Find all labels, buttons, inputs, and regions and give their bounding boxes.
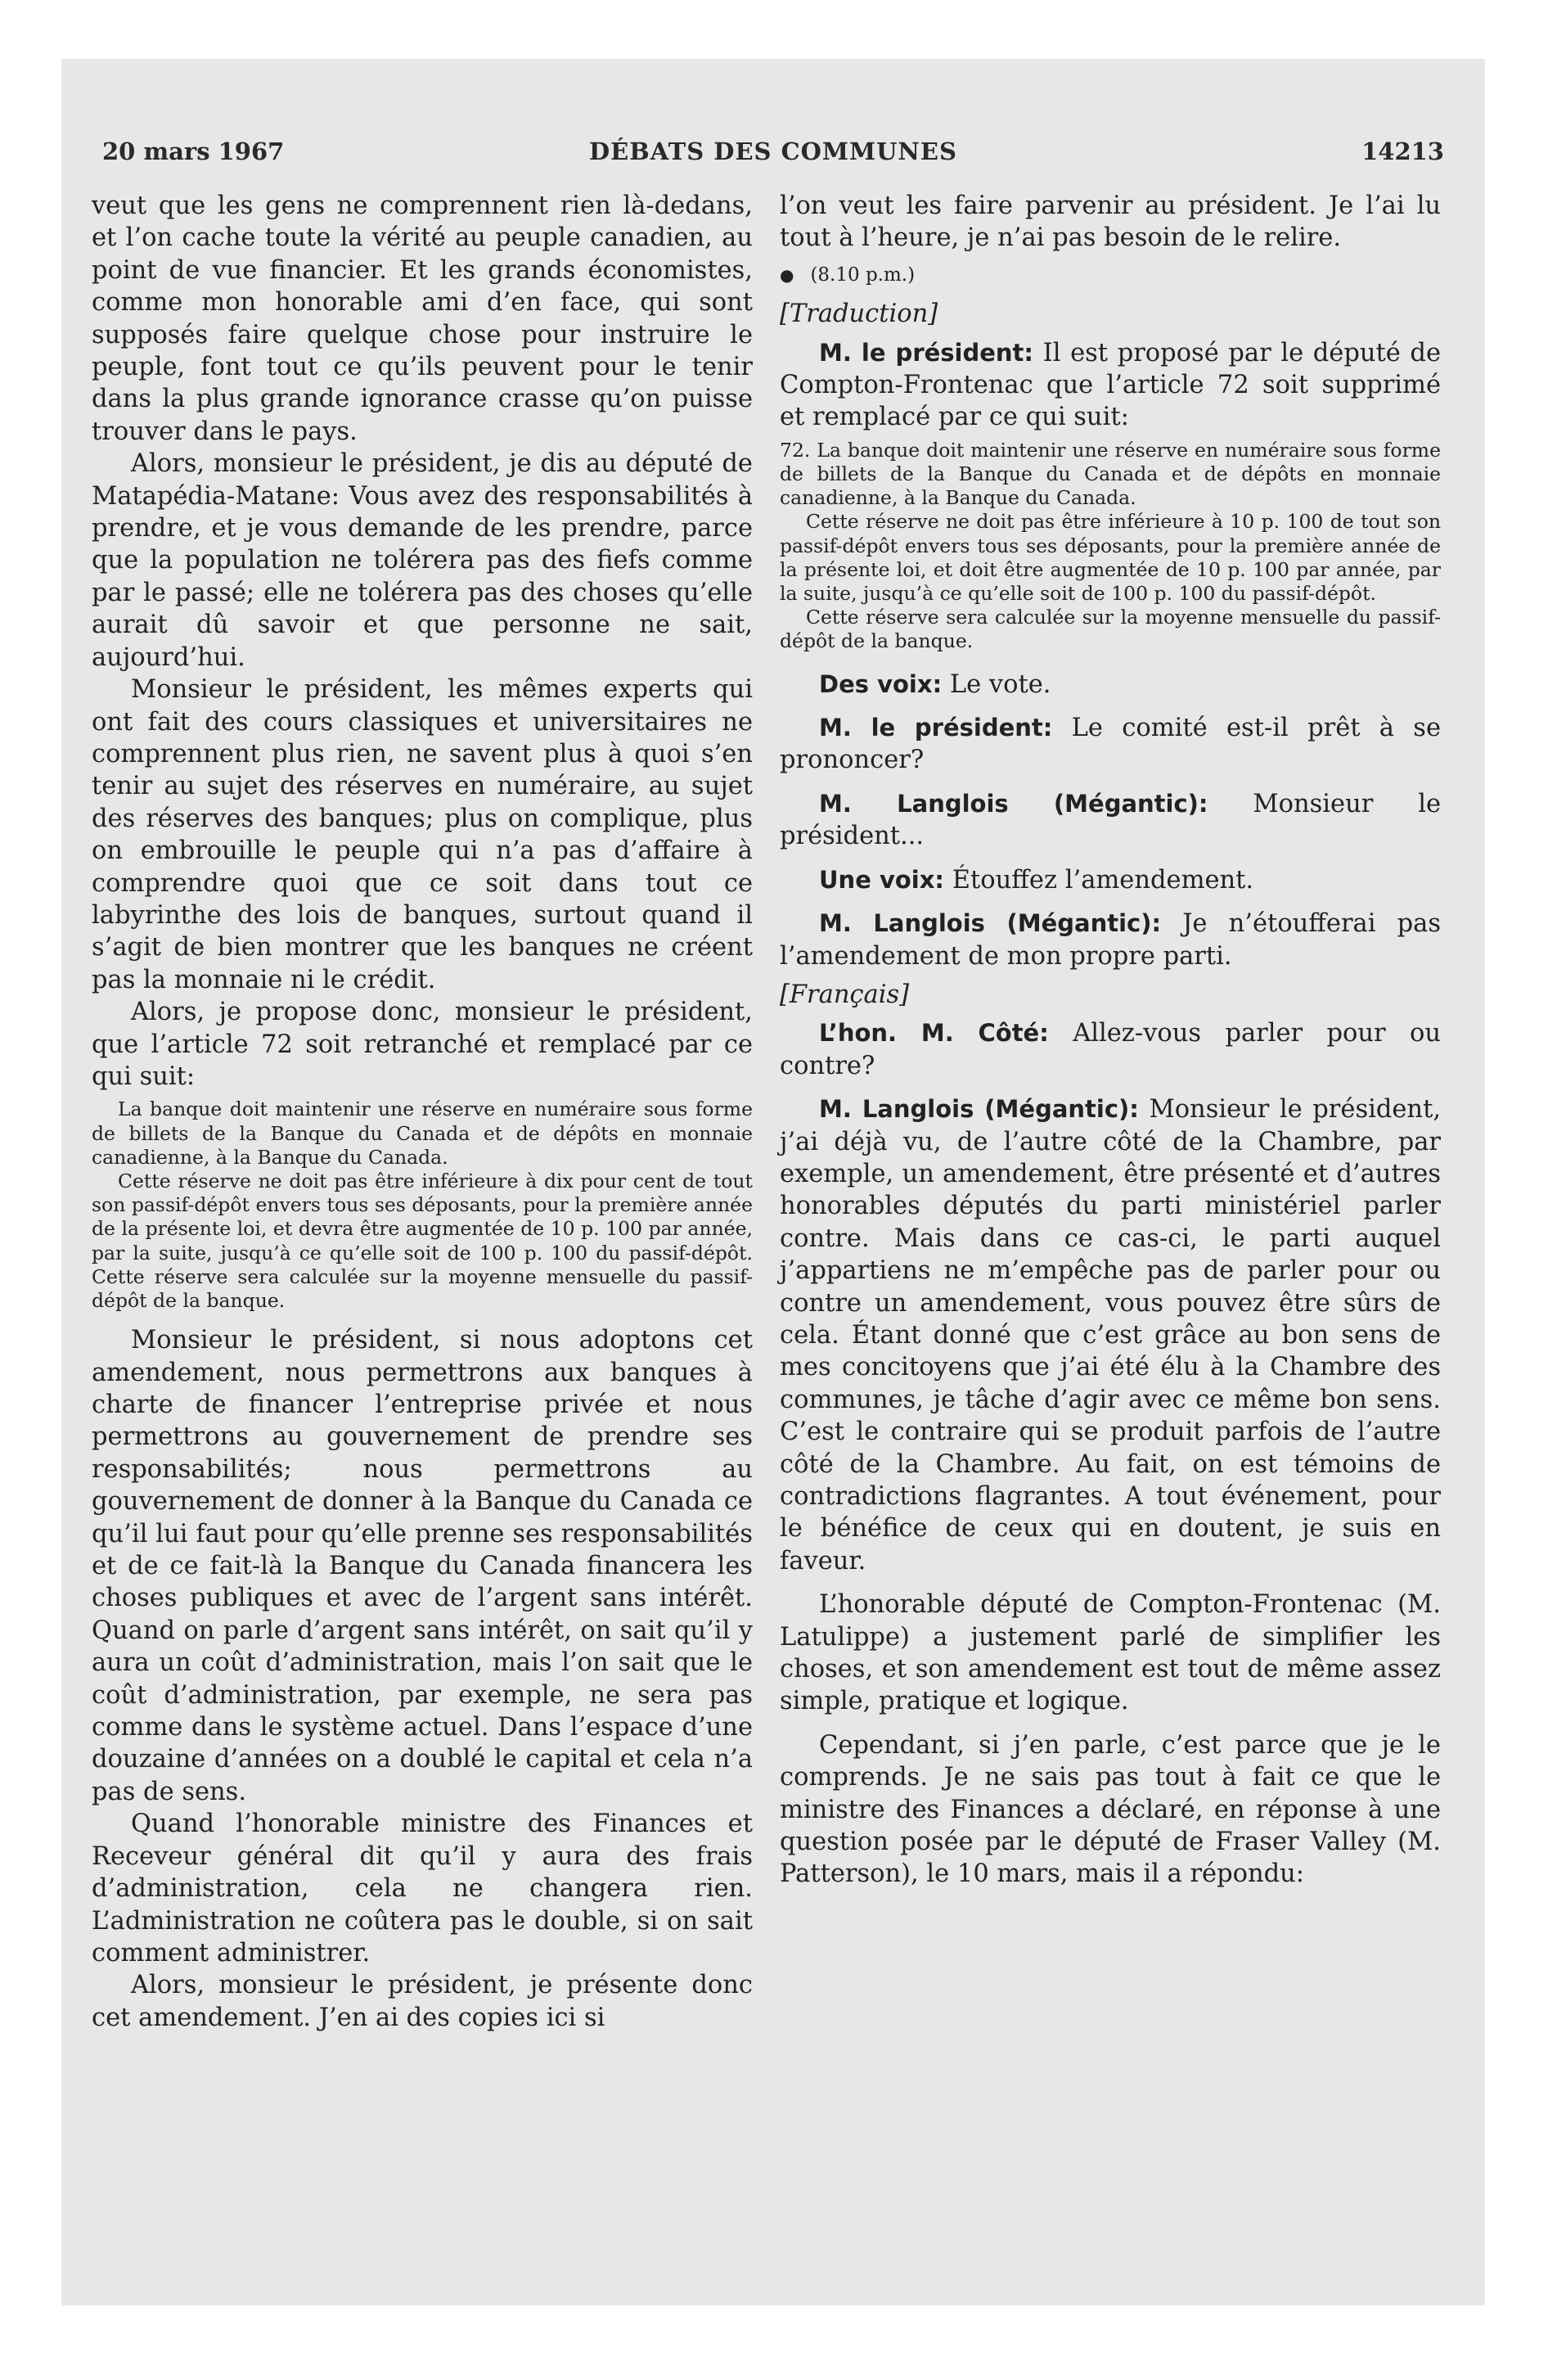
left-column bbox=[92, 190, 753, 2034]
speech bbox=[780, 669, 1441, 701]
paragraph: veut que les gens ne comprennent rien là-dedans, et l’on cache toute la vérité au peuple canadien, au point de vue financier. Et les grands économistes, comme mon honorable ami d’en face, qui sont supposés faire quelque chose pour instruire le peuple, font tout ce qu’ils peuvent pour le tenir dans la plus grande ignorance crasse qu’on puisse trouver dans le pays. bbox=[92, 192, 753, 446]
time-text: (8.10 p.m.) bbox=[810, 264, 916, 286]
speech bbox=[780, 1093, 1441, 1577]
bullet-icon: ● bbox=[780, 264, 794, 285]
language-marker: [Traduction] bbox=[780, 300, 938, 329]
speaker-name: M. le président: bbox=[819, 338, 1034, 367]
paragraph: Monsieur le président, si nous adoptons cet amendement, nous permettrons aux banques à charte de financer l’entreprise privée et nous permettrons au gouvernement de prendre ses responsabilités; nous permettrons au gouvernement de donner à la Banque du Canada ce qu’il lui faut pour qu’elle prenne ses responsabilités et de ce fait-là la Banque du Canada financera les choses publiques et avec de l’argent sans intérêt. Quand on parle d’argent sans intérêt, on sait qu’il y aura un coût d’administration, mais l’on sait que le coût d’administration, par exemple, ne sera pas comme dans le système actuel. Dans l’espace d’une douzaine d’années on a doublé le capital et cela n’a pas de sens. bbox=[92, 1326, 753, 1806]
page-header bbox=[102, 137, 1444, 178]
quoted-amendment: 72. La banque doit maintenir une réserve en numéraire sous forme de billets de la Banque du Canada et de dépôts en monnaie canadienne, à la Banque du Canada. bbox=[780, 438, 1441, 510]
speech-text: Monsieur le président, j’ai déjà vu, de l’autre côté de la Chambre, par exemple, un amendement, être présenté et d’autres honorables députés du parti ministériel parler contre. Mais dans ce cas-ci, le parti auquel j’appartiens ne m’empêche pas de parler pour ou contre un amendement, vous pouvez être sûrs de cela. Étant donné que c’est grâce au bon sens de mes concitoyens que j’ai été élu à la Chambre des communes, je tâche d’agir avec ce même bon sens. C’est le contraire qui se produit parfois de l’autre côté de la Chambre. Au fait, on est témoins de contradictions flagrantes. A tout événement, pour le bénéfice de ceux qui en doutent, je suis en faveur. bbox=[780, 1095, 1442, 1575]
speaker-name: L’hon. M. Côté: bbox=[819, 1019, 1049, 1048]
speech-text: Étouffez l’amendement. bbox=[952, 865, 1254, 895]
paragraph: Alors, je propose donc, monsieur le président, que l’article 72 soit retranché et remplacé par ce qui suit: bbox=[92, 998, 753, 1091]
speaker-name: M. le président: bbox=[819, 714, 1053, 742]
speech-text: Je n’étoufferai pas l’amendement de mon propre parti. bbox=[780, 909, 1441, 971]
speaker-name: Des voix: bbox=[819, 669, 943, 698]
paragraph: Quand l’honorable ministre des Finances et Receveur général dit qu’il y aura des frais d’administration, cela ne changera rien. L’administration ne coûtera pas le double, si on sait comment administrer. bbox=[92, 1810, 753, 1968]
header-date: 20 mars 1967 bbox=[102, 137, 285, 165]
speaker-name: Une voix: bbox=[819, 865, 945, 894]
speech bbox=[780, 712, 1441, 777]
paragraph: Alors, monsieur le président, je présente donc cet amendement. J’en ai des copies ici si bbox=[92, 1971, 753, 2032]
paragraph: l’on veut les faire parvenir au président. Je l’ai lu tout à l’heure, je n’ai pas besoin de le relire. bbox=[780, 192, 1441, 253]
paragraph: L’honorable député de Compton-Frontenac (M. Latulippe) a justement parlé de simplifier les choses, et son amendement est tout de même assez simple, pratique et logique. bbox=[780, 1590, 1441, 1716]
speech-text: Allez-vous parler pour ou contre? bbox=[780, 1019, 1441, 1080]
right-column bbox=[780, 190, 1441, 1891]
paragraph: Monsieur le président, les mêmes experts qui ont fait des cours classiques et universitaires ne comprennent plus rien, ne savent plus à quoi s’en tenir au sujet des réserves en numéraire, au sujet des réserves des banques; plus on complique, plus on embrouille le peuple qui n’a pas d’affaire à comprendre quoi que ce soit dans tout ce labyrinthe des lois de banques, surtout quand il s’agit de bien montrer que les banques ne créent pas la monnaie ni le crédit. bbox=[92, 675, 753, 994]
speech bbox=[780, 864, 1441, 896]
speech bbox=[780, 908, 1441, 972]
speech-text: Monsieur le président... bbox=[780, 789, 1441, 851]
speech bbox=[780, 788, 1441, 853]
page-number: 14213 bbox=[1361, 137, 1444, 165]
paragraph: Cependant, si j’en parle, c’est parce que je le comprends. Je ne sais pas tout à fait ce que le ministre des Finances a déclaré, en réponse à une question posée par le député de Fraser Valley (M. Patterson), le 10 mars, mais il a répondu: bbox=[780, 1730, 1441, 1889]
speech-text: Le vote. bbox=[949, 669, 1051, 699]
time-stamp bbox=[780, 259, 1441, 291]
quoted-amendment: La banque doit maintenir une réserve en numéraire sous forme de billets de la Banque du Canada et de dépôts en monnaie canadienne, à la Banque du Canada. bbox=[92, 1098, 753, 1169]
language-marker: [Français] bbox=[780, 980, 910, 1009]
header-title: DÉBATS DES COMMUNES bbox=[589, 137, 957, 165]
speaker-name: M. Langlois (Mégantic): bbox=[819, 789, 1208, 818]
quoted-amendment: Cette réserve ne doit pas être inférieure à 10 p. 100 de tout son passif-dépôt envers tous ses déposants, pour la première année de la présente loi, et doit être augmentée de 10 p. 100 par année, par la suite, jusqu’à ce qu’elle soit de 100 p. 100 du passif-dépôt. bbox=[780, 510, 1441, 606]
speech-text: Il est proposé par le député de Compton-Frontenac que l’article 72 soit supprimé et remplacé par ce qui suit: bbox=[780, 338, 1442, 432]
quoted-amendment: Cette réserve ne doit pas être inférieure à dix pour cent de tout son passif-dépôt envers tous ses déposants, pour la première année de la présente loi, et devra être augmentée de 10 p. 100 par année, par la suite, jusqu’à ce qu’elle soit de 100 p. 100 du passif-dépôt. Cette réserve sera calculée sur la moyenne mensuelle du passif-dépôt de la banque. bbox=[92, 1169, 753, 1312]
speaker-name: M. Langlois (Mégantic): bbox=[819, 1095, 1139, 1124]
paragraph: Alors, monsieur le président, je dis au député de Matapédia-Matane: Vous avez des responsabilités à prendre, et je vous demande de les prendre, parce que la population ne tolérera pas des fiefs comme par le passé; elle ne tolérera pas des choses qu’elle aurait dû savoir et que personne ne sait, aujourd’hui. bbox=[92, 449, 753, 672]
speech bbox=[780, 1017, 1441, 1082]
speech bbox=[780, 337, 1441, 434]
speaker-name: M. Langlois (Mégantic): bbox=[819, 909, 1162, 938]
speech-text: Le comité est-il prêt à se prononcer? bbox=[780, 714, 1441, 775]
quoted-amendment: Cette réserve sera calculée sur la moyenne mensuelle du passif-dépôt de la banque. bbox=[780, 606, 1441, 653]
